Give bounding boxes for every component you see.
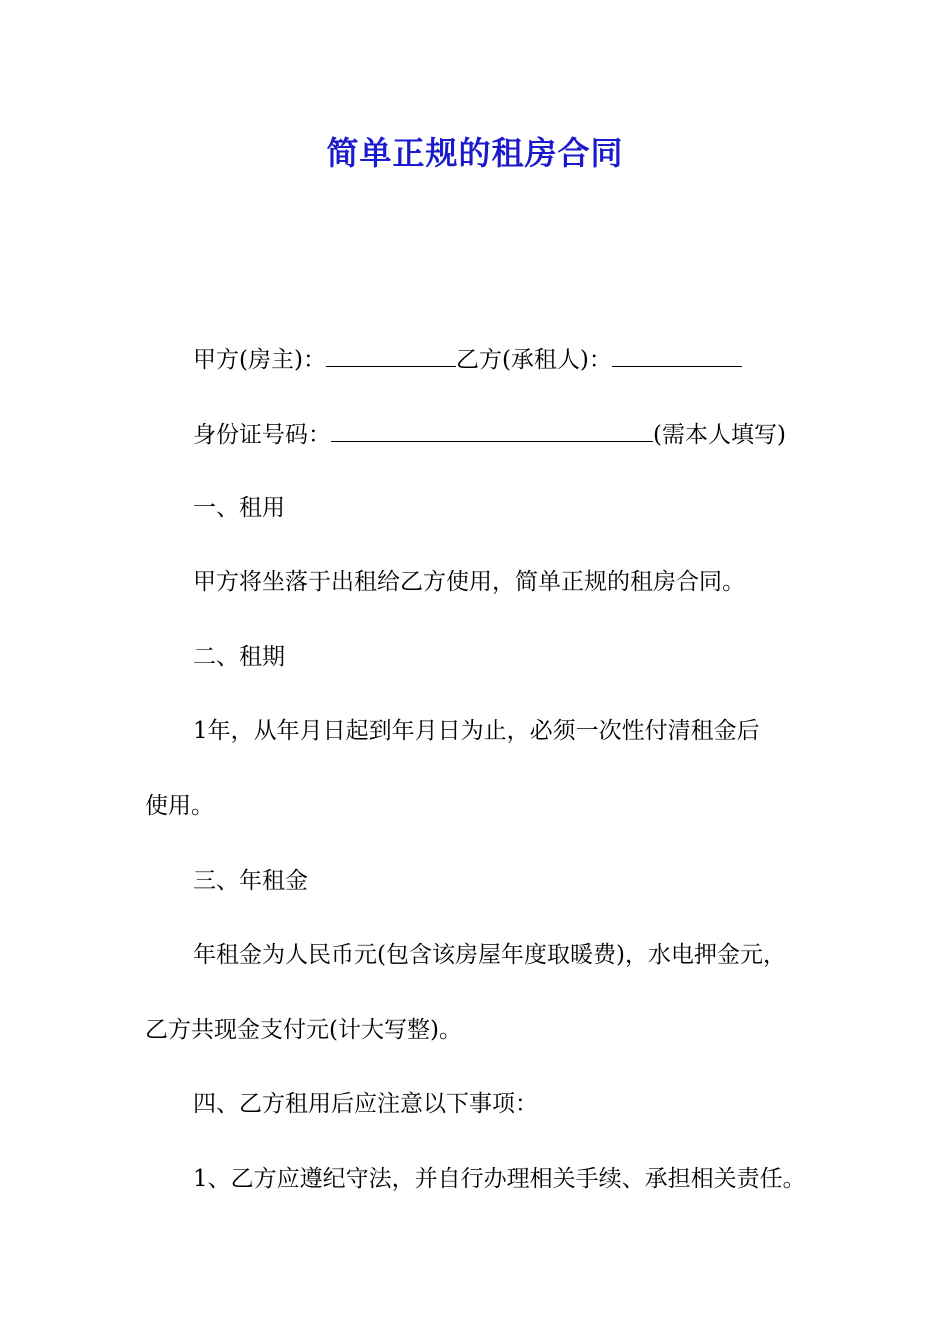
section-body: 年租金为人民币元(包含该房屋年度取暖费)，水电押金元，: [193, 942, 786, 968]
party-b-blank[interactable]: [612, 344, 742, 367]
id-blank[interactable]: [331, 419, 653, 442]
party-b-label: 乙方(承租人)：: [455, 347, 612, 373]
section-body: 甲方将坐落于出租给乙方使用，简单正规的租房合同。: [193, 569, 745, 595]
section-body: 乙方共现金支付元(计大写整)。: [145, 1017, 462, 1043]
section-heading: 四、乙方租用后应注意以下事项：: [193, 1091, 538, 1117]
section-body: 1、乙方应遵纪守法，并自行办理相关手续、承担相关责任。: [193, 1166, 806, 1192]
party-a-label: 甲方(房主)：: [193, 347, 326, 373]
party-line: [193, 344, 742, 375]
id-note: (需本人填写): [653, 422, 786, 448]
section-body: 1年，从年月日起到年月日为止，必须一次性付清租金后: [193, 718, 760, 744]
id-label: 身份证号码：: [193, 422, 331, 448]
section-heading: 三、年租金: [193, 868, 308, 894]
document-title: 简单正规的租房合同: [326, 134, 624, 172]
section-heading: 一、租用: [193, 495, 285, 521]
section-body: 使用。: [145, 793, 214, 819]
id-line: [193, 419, 786, 450]
party-a-blank[interactable]: [326, 344, 456, 367]
section-heading: 二、租期: [193, 644, 285, 670]
